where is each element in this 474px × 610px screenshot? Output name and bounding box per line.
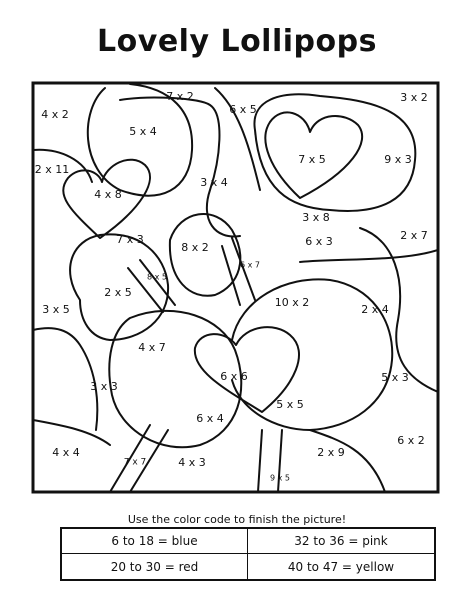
color-key-entry: 40 to 47 = yellow: [287, 559, 395, 574]
problem-label: 4 x 8: [94, 188, 122, 201]
color-key-entry: 32 to 36 = pink: [248, 529, 434, 554]
color-key-table: [60, 527, 436, 581]
problem-label: 3 x 2: [400, 91, 428, 104]
problem-label: 2 x 7: [400, 229, 428, 242]
swirl-bottom-left: [33, 420, 110, 445]
problem-label: 3 x 4: [200, 176, 228, 189]
problem-label: 9 x 3: [384, 153, 412, 166]
problem-label: 2 x 4: [361, 303, 389, 316]
problem-label: 7 x 2: [166, 90, 194, 103]
problem-label: 4 x 4: [52, 446, 80, 459]
problem-label: 7 x 3: [116, 233, 144, 246]
problem-label: 8 x 2: [181, 241, 209, 254]
problem-label: 5 x 4: [129, 125, 157, 138]
swirl-top: [120, 98, 240, 237]
problem-label: 7 x 5: [298, 153, 326, 166]
problem-label: 6 x 7: [240, 260, 260, 270]
problem-label: 2 x 11: [34, 163, 70, 176]
swirl-mid-left: [33, 328, 97, 430]
swirl-bottom-right: [310, 430, 385, 492]
instructions-text: Use the color code to finish the picture!: [127, 513, 347, 526]
stick-lower-right: [258, 430, 282, 492]
lollipop-center-oval: [170, 214, 240, 296]
problem-label: 9 x 5: [270, 473, 290, 483]
problem-label: 4 x 3: [178, 456, 206, 469]
swirl-right-2: [300, 250, 438, 262]
problem-label: 2 x 9: [317, 446, 345, 459]
problem-label: 3 x 3: [90, 380, 118, 393]
problem-label: 6 x 5: [229, 103, 257, 116]
color-key-entry: 6 to 18 = blue: [62, 529, 248, 554]
problem-label: 5 x 3: [381, 371, 409, 384]
problem-label: 10 x 2: [274, 296, 310, 309]
problem-label: 5 x 5: [276, 398, 304, 411]
problem-label: 8 x 5: [147, 272, 167, 282]
problem-label: 6 x 4: [196, 412, 224, 425]
problem-label: 3 x 8: [302, 211, 330, 224]
problem-labels: [35, 90, 428, 483]
problem-label: 6 x 2: [397, 434, 425, 447]
color-key-entry: 20 to 30 = red: [62, 554, 248, 579]
problem-label: 6 x 6: [220, 370, 248, 383]
problem-label: 6 x 3: [305, 235, 333, 248]
page-title: Lovely Lollipops: [97, 24, 377, 59]
problem-label: 4 x 2: [41, 108, 69, 121]
problem-label: 2 x 5: [104, 286, 132, 299]
problem-label: 7 x 7: [123, 457, 147, 468]
problem-label: 3 x 5: [42, 303, 70, 316]
problem-label: 4 x 7: [138, 341, 166, 354]
